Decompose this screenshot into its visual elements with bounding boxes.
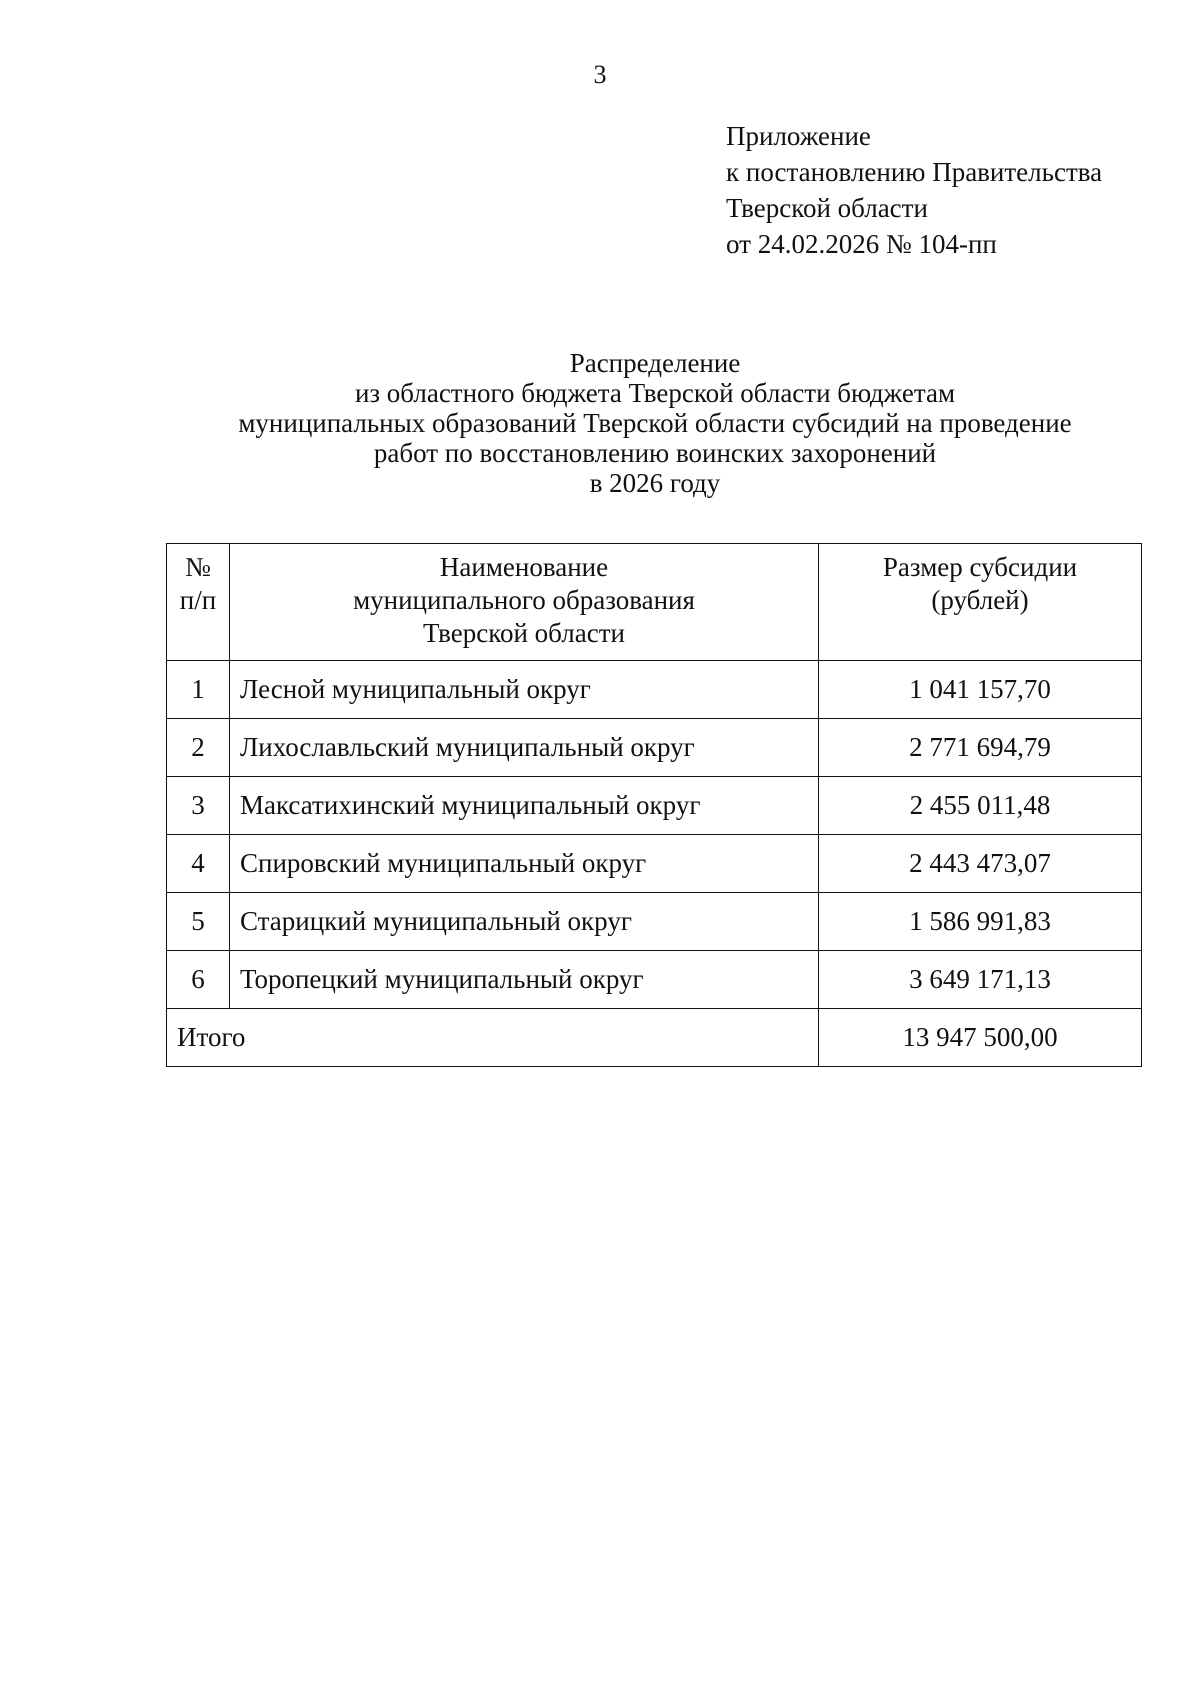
- row-name: Лихославльский муниципальный округ: [230, 719, 819, 777]
- title-line: из областного бюджета Тверской области бюджетам: [354, 378, 956, 408]
- row-sum: 1 586 991,83: [819, 893, 1142, 951]
- row-sum: 3 649 171,13: [819, 951, 1142, 1009]
- approval-line: от 24.02.2026 № 104-пп: [726, 229, 997, 259]
- row-name: Лесной муниципальный округ: [230, 661, 819, 719]
- title-line: Распределение: [569, 348, 741, 378]
- header-name: Наименование муниципального образования Тверской области: [230, 544, 819, 661]
- row-name: Спировский муниципальный округ: [230, 835, 819, 893]
- approval-block: [726, 118, 1102, 262]
- page-number: 3: [593, 60, 607, 89]
- total-label: Итого: [167, 1009, 819, 1067]
- row-name: Максатихинский муниципальный округ: [230, 777, 819, 835]
- table-row: [167, 777, 1142, 835]
- table-row: [167, 893, 1142, 951]
- row-sum: 2 443 473,07: [819, 835, 1142, 893]
- table-row: [167, 661, 1142, 719]
- row-sum: 1 041 157,70: [819, 661, 1142, 719]
- row-num: 4: [167, 835, 230, 893]
- row-sum: 2 771 694,79: [819, 719, 1142, 777]
- approval-line: Приложение: [726, 121, 871, 151]
- row-num: 5: [167, 893, 230, 951]
- total-sum: 13 947 500,00: [819, 1009, 1142, 1067]
- row-num: 1: [167, 661, 230, 719]
- row-num: 3: [167, 777, 230, 835]
- approval-line: Тверской области: [726, 193, 928, 223]
- row-name: Старицкий муниципальный округ: [230, 893, 819, 951]
- table-row: [167, 835, 1142, 893]
- table-total-row: [167, 1009, 1142, 1067]
- title-line: работ по восстановлению воинских захоронений: [373, 438, 937, 468]
- row-name: Торопецкий муниципальный округ: [230, 951, 819, 1009]
- row-num: 2: [167, 719, 230, 777]
- row-num: 6: [167, 951, 230, 1009]
- row-sum: 2 455 011,48: [819, 777, 1142, 835]
- title-line: в 2026 году: [589, 468, 721, 498]
- title-line: муниципальных образований Тверской области субсидий на проведение: [238, 408, 1072, 438]
- header-num: № п/п: [167, 544, 230, 661]
- document-title: [0, 348, 1200, 498]
- approval-line: к постановлению Правительства: [726, 157, 1103, 187]
- distribution-table: [166, 543, 1142, 1067]
- table-row: [167, 951, 1142, 1009]
- table-header-row: [167, 544, 1142, 661]
- table-row: [167, 719, 1142, 777]
- header-sum: Размер субсидии (рублей): [819, 544, 1142, 661]
